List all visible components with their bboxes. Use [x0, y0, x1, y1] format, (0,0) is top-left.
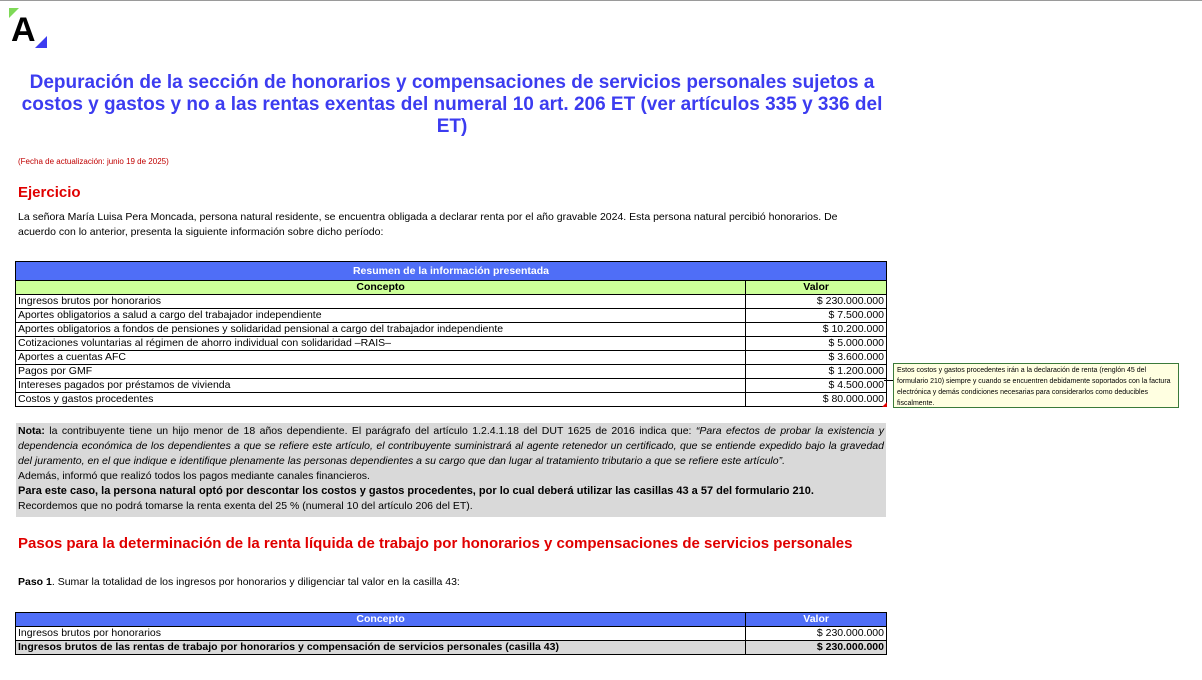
row-value: $ 5.000.000 [746, 337, 887, 351]
row-concept: Aportes obligatorios a salud a cargo del trabajador independiente [16, 309, 746, 323]
note-text: la contribuyente tiene un hijo menor de 18 años dependiente. El parágrafo del artículo 1.2.4.1.18 del DUT 1625 de 2016 indica que: [44, 425, 696, 437]
note-label: Nota: [18, 425, 45, 437]
col-header-concept: Concepto [16, 281, 746, 295]
step-1-description: . Sumar la totalidad de los ingresos por honorarios y diligenciar tal valor en la casilla 43: [51, 576, 460, 588]
step-1-label: Paso 1 [18, 576, 52, 588]
top-border [0, 0, 1202, 1]
step-1-text [18, 576, 460, 588]
row-concept: Aportes a cuentas AFC [16, 351, 746, 365]
table-row [16, 323, 887, 337]
table-row [16, 295, 887, 309]
cell-comment: Estos costos y gastos procedentes irán a la declaración de renta (renglón 45 del formulario 210) siempre y cuando se encuentren debidamente soportados con la factura electrónica y demás condiciones necesarias para considerarlos como deducibles fiscalmente. [893, 363, 1179, 408]
total-value: $ 230.000.000 [746, 641, 887, 655]
table-row [16, 337, 887, 351]
svg-text:A: A [11, 11, 36, 49]
row-value: $ 4.500.000 [746, 379, 887, 393]
col-header-value: Valor [746, 613, 887, 627]
row-concept: Pagos por GMF [16, 365, 746, 379]
steps-heading: Pasos para la determinación de la renta líquida de trabajo por honorarios y compensaciones de servicios personales [18, 535, 853, 552]
row-concept: Aportes obligatorios a fondos de pensiones y solidaridad pensional a cargo del trabajador independiente [16, 323, 746, 337]
note-box [16, 423, 886, 517]
table-row [16, 365, 887, 379]
step1-table [15, 612, 887, 655]
row-value-with-comment[interactable]: $ 80.000.000 [746, 393, 887, 407]
table-row [16, 627, 887, 641]
row-value: $ 7.500.000 [746, 309, 887, 323]
summary-table [15, 261, 887, 407]
row-concept: Intereses pagados por préstamos de vivienda [16, 379, 746, 393]
row-concept: Ingresos brutos por honorarios [16, 295, 746, 309]
update-date: (Fecha de actualización: junio 19 de 2025) [18, 157, 169, 166]
col-header-value: Valor [746, 281, 887, 295]
row-value: $ 3.600.000 [746, 351, 887, 365]
row-value: $ 230.000.000 [746, 627, 887, 641]
row-value: $ 10.200.000 [746, 323, 887, 337]
actualicese-logo [9, 8, 49, 50]
table-row [16, 351, 887, 365]
note-quote: “Para efectos de probar la existencia y dependencia económica de los dependientes a que se refiere este artículo, el contribuyente suministrará al agente retenedor un certificado, que se entiende expedido bajo la gravedad del juramento, en el que indique e identifique plenamente las personas dependientes a su cargo que dan lugar al tratamiento tributario a que se refiere este artículo”. [18, 425, 884, 467]
row-value: $ 230.000.000 [746, 295, 887, 309]
table-row [16, 393, 887, 407]
col-header-concept: Concepto [16, 613, 746, 627]
row-concept: Ingresos brutos por honorarios [16, 627, 746, 641]
exercise-heading: Ejercicio [18, 184, 81, 201]
table-row [16, 309, 887, 323]
row-concept: Cotizaciones voluntarias al régimen de ahorro individual con solidaridad –RAIS– [16, 337, 746, 351]
table-row [16, 379, 887, 393]
note-bold: Para este caso, la persona natural optó por descontar los costos y gastos procedentes, por lo cual deberá utilizar las casillas 43 a 57 del formulario 210. [18, 485, 814, 497]
note-payments: Además, informó que realizó todos los pagos mediante canales financieros. [18, 470, 370, 482]
row-concept: Costos y gastos procedentes [16, 393, 746, 407]
total-row [16, 641, 887, 655]
page-title: Depuración de la sección de honorarios y compensaciones de servicios personales sujetos a costos y gastos y no a las rentas exentas del numeral 10 art. 206 ET (ver artículos 335 y 336 del ET) [21, 72, 883, 137]
total-concept: Ingresos brutos de las rentas de trabajo por honorarios y compensación de servicios personales (casilla 43) [16, 641, 746, 655]
row-value: $ 1.200.000 [746, 365, 887, 379]
exercise-intro: La señora María Luisa Pera Moncada, persona natural residente, se encuentra obligada a declarar renta por el año gravable 2024. Esta persona natural percibió honorarios. De acuerdo con lo anterior, presenta la siguiente información sobre dicho período: [18, 211, 838, 238]
note-reminder: Recordemos que no podrá tomarse la renta exenta del 25 % (numeral 10 del artículo 206 del ET). [18, 500, 473, 512]
summary-table-title: Resumen de la información presentada [16, 262, 887, 281]
